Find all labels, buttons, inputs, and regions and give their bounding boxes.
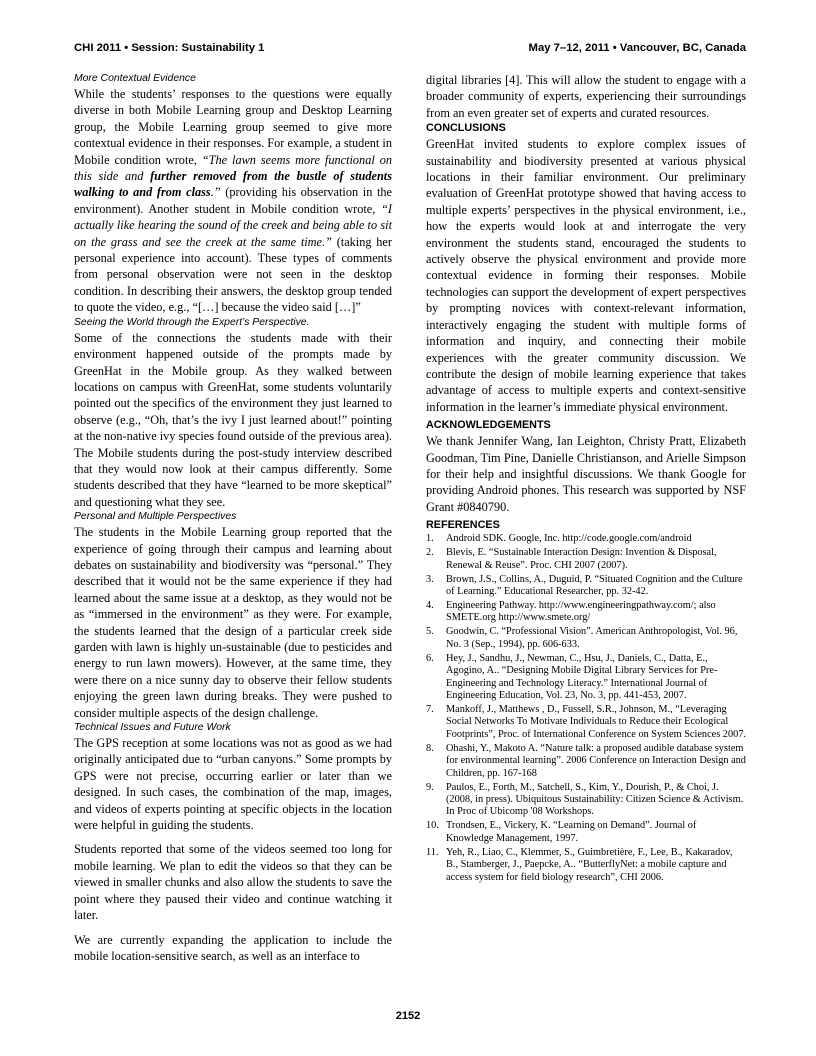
paragraph-personal-perspectives: The students in the Mobile Learning group reported that the experience of going through their campus and learning about debates on sustainability and biodiversity was “personal.” They described that it would not be the same experience if they had learned about the same issue at a desktop, as they would not be as “immersed in the environment” as they were. For example, the students learned that the design of a particular creek side garden with lawn is highly un-sustainable (due to pesticides and energy to run lawn mowers). However, at the same time, they were there on a nice sunny day to observe their fellow students enjoying the green lawn during breaks. They were pushed to consider multiple aspects of the design challenge. bbox=[74, 525, 392, 720]
section-title-experts-perspective: Seeing the World through the Expert’s Perspective. bbox=[74, 316, 310, 328]
left-column bbox=[74, 72, 392, 964]
reference-item bbox=[426, 743, 746, 780]
section-title-contextual-evidence: More Contextual Evidence bbox=[74, 73, 196, 84]
section-title-acknowledgements: ACKNOWLEDGEMENTS bbox=[426, 419, 551, 432]
quote-lawn-part1: “The lawn seems more functional on this side and bbox=[74, 152, 392, 184]
reference-item bbox=[426, 547, 746, 572]
reference-item bbox=[426, 574, 746, 599]
paragraph-gps-reception: The GPS reception at some locations was not as good as we had originally anticipated due to “urban canyons.” Some prompts by GPS were not precise, occurring earlier or later than we designed. In such cases, the combination of the map, images, and videos of experts pointing at specific objects in the location were helpful in guiding the students. bbox=[74, 736, 392, 833]
header-conference: CHI 2011 • Session: Sustainability 1 bbox=[74, 42, 265, 54]
reference-number: 5. bbox=[426, 626, 434, 638]
paragraph-video-length: Students reported that some of the videos seemed too long for mobile learning. We plan to edit the videos so that they can be viewed in smaller chunks and also allow the students to save the point where they paused their video and continue watching it later. bbox=[74, 842, 392, 923]
reference-text: Trondsen, E., Vickery, K. “Learning on Demand”. Journal of Knowledge Management, 1997. bbox=[446, 820, 697, 844]
right-column bbox=[426, 72, 746, 886]
reference-item bbox=[426, 653, 746, 703]
reference-text: Hey, J., Sandhu, J., Newman, C., Hsu, J., Daniels, C., Datta, E., Agogino, A.. “Designing Mobile Digital Library Services for Pre-Engineering and Technology Literacy.” International Journal of Engineering Education, Vol. 23, No. 3, pp. 441-453, 2007. bbox=[446, 652, 718, 701]
text-run: (providing his observation in the environment). Another student in Mobile condition wrote, bbox=[74, 185, 392, 216]
reference-number: 2. bbox=[426, 547, 434, 559]
paragraph-contextual-evidence bbox=[74, 86, 392, 316]
reference-number: 3. bbox=[426, 573, 434, 585]
section-title-personal-perspectives: Personal and Multiple Perspectives bbox=[74, 511, 237, 523]
section-title-technical-issues: Technical Issues and Future Work bbox=[74, 722, 231, 734]
quote-lawn-end: .” bbox=[210, 185, 221, 200]
reference-number: 6. bbox=[426, 652, 434, 664]
section-title-conclusions: CONCLUSIONS bbox=[426, 122, 506, 135]
quote-creek: “I actually like hearing the sound of the creek and being able to sit on the grass and see the creek at the same time.” bbox=[74, 201, 392, 249]
reference-item bbox=[426, 533, 746, 545]
section-title-references: REFERENCES bbox=[426, 519, 500, 532]
reference-item bbox=[426, 626, 746, 651]
reference-item bbox=[426, 782, 746, 819]
reference-text: Blevis, E. “Sustainable Interaction Design: Invention & Disposal, Renewal & Reuse”. Proc. CHI 2007 (2007). bbox=[446, 547, 717, 571]
reference-number: 10. bbox=[426, 820, 439, 832]
paragraph-conclusions: GreenHat invited students to explore complex issues of sustainability and biodiversity presented at various physical locations in their familiar environment. Our preliminary evaluation of GreenHat prototype showed that having access to multiple experts’ perspectives in the physical environment, i.e., how the experts would look at and interrogate the very environment the students stand, encouraged the students to actively observe the physical environment and provide more contextual evidence in forming their responses. Mobile technologies can support the development of expert perspectives by prompting novices with context-relevant information, interactively engaging the student with multiple forms of information and inquiry, and connecting their mobile experiences with the greater community discussion. We contribute the design of mobile learning experience that takes advantage of access to multiple experts and context-sensitive information in the learner’s immediate physical environment. bbox=[426, 137, 746, 414]
text-run: While the students’ responses to the questions were equally diverse in both Mobile Learning group and Desktop Learning group, the Mobile Learning group seemed to give more contextual evidence in their responses. For example, a student in Mobile condition wrote, bbox=[74, 87, 392, 167]
reference-item bbox=[426, 704, 746, 741]
paragraph-continued: digital libraries [4]. This will allow the student to engage with a broader community of experts, experiencing their surroundings from an even greater set of experts and curated resources. bbox=[426, 73, 746, 120]
quote-lawn-emphasis: further removed from the bustle of students walking to and from class bbox=[74, 169, 392, 200]
paragraph-future-expansion: We are currently expanding the application to include the mobile location-sensitive search, as well as an interface to bbox=[74, 932, 392, 963]
reference-text: Yeh, R., Liao, C., Klemmer, S., Guimbretière, F., Lee, B., Kakaradov, B., Stamberger, J., Paepcke, A.. “ButterflyNet: a mobile capture and access system for field biology research”, CHI 2006. bbox=[446, 846, 733, 883]
reference-number: 4. bbox=[426, 599, 434, 611]
paragraph-acknowledgements: We thank Jennifer Wang, Ian Leighton, Christy Pratt, Elizabeth Goodman, Tim Pine, Danielle Christianson, and Arielle Simpson for their help and insightful discussions. We thank Google for providing Android phones. This research was supported by NSF Grant #0840790. bbox=[426, 434, 746, 514]
page-number: 2152 bbox=[395, 1010, 421, 1022]
page-header bbox=[74, 42, 746, 58]
reference-text: Engineering Pathway. http://www.engineeringpathway.com/; also SMETE.org http://www.smete.org/ bbox=[446, 599, 716, 624]
reference-text: Goodwin, C. “Professional Vision”. American Anthropologist, Vol. 96, No. 3 (Sep., 1994), pp. 606-633. bbox=[446, 626, 738, 650]
reference-item bbox=[426, 600, 746, 625]
reference-number: 9. bbox=[426, 781, 434, 793]
reference-number: 7. bbox=[426, 704, 434, 715]
text-run: (taking her personal experience into account). These types of comments from personal observation were not seen in the desktop condition. In describing their answers, the desktop group tended to quote the video, e.g., “[…] because the video said […]” bbox=[74, 234, 392, 315]
reference-text: Mankoff, J., Matthews , D., Fussell, S.R., Johnson, M., “Leveraging Social Networks To Motivate Individuals to Reduce their Ecological Footprints”, Proc. of International Conference on System Sciences 2007. bbox=[446, 704, 746, 740]
reference-text: Ohashi, Y., Makoto A. “Nature talk: a proposed audible database system for environmental learning”. 2006 Conference on Interaction Design and Children, pp. 167-168 bbox=[446, 742, 746, 779]
reference-item bbox=[426, 847, 746, 884]
reference-text: Paulos, E., Forth, M., Satchell, S., Kim, Y., Dourish, P., & Choi, J. (2008, in press). Ubiquitous Sustainability: Citizen Science & Activism. In Proc of Ubicomp '08 Workshops. bbox=[446, 781, 744, 818]
reference-text: Brown, J.S., Collins, A., Duguid, P. “Situated Cognition and the Culture of Learning.” Educational Researcher, pp. 32-42. bbox=[446, 573, 743, 597]
reference-number: 1. bbox=[426, 533, 434, 545]
reference-item bbox=[426, 820, 746, 845]
header-date-location: May 7–12, 2011 • Vancouver, BC, Canada bbox=[528, 42, 746, 54]
reference-number: 11. bbox=[426, 846, 439, 858]
reference-text: Android SDK. Google, Inc. http://code.google.com/android bbox=[446, 533, 692, 545]
reference-number: 8. bbox=[426, 742, 434, 754]
paragraph-experts-perspective: Some of the connections the students made with their environment happened outside of the prompts made by GreenHat in the Mobile group. As they walked between locations on campus with GreenHat, some students voluntarily pointed out the specifics of the environment they just learned to observe (e.g., “Oh, that’s the ivy I just learned about!” pointing at the non-native ivy species found outside of the previous area). The Mobile students during the post-study interview described that they would now look at their campus differently. Some students described that they have “learned to be more skeptical” and questioning what they see. bbox=[74, 330, 392, 509]
reference-list bbox=[426, 533, 746, 884]
